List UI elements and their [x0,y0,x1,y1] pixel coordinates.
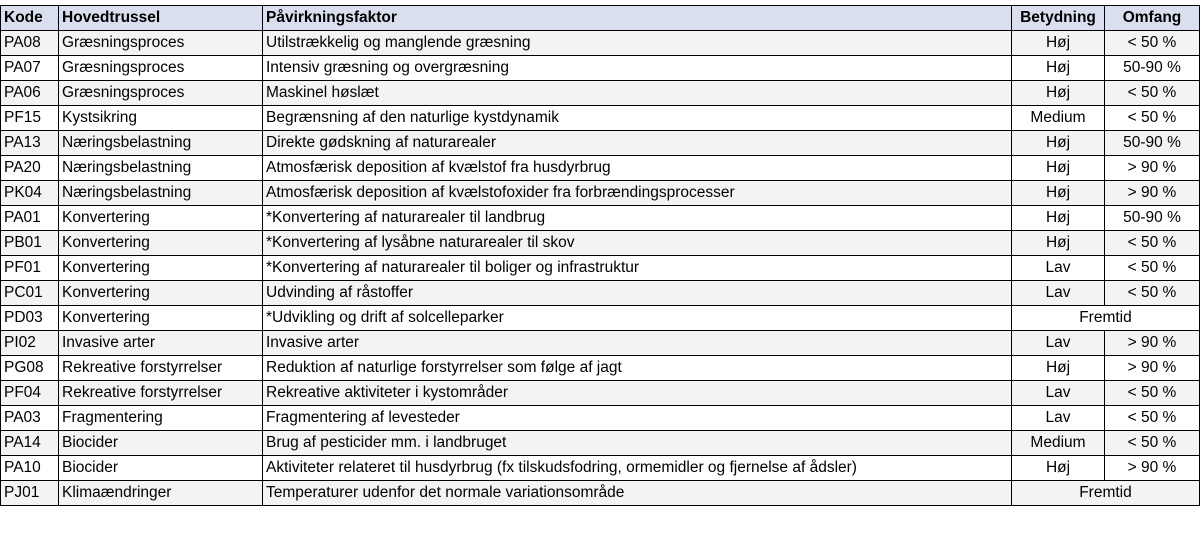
cell-betydning: Høj [1012,31,1105,56]
cell-omfang: > 90 % [1105,156,1200,181]
table-row [1,306,1200,331]
cell-hovedtrussel: Biocider [59,431,263,456]
cell-faktor: Rekreative aktiviteter i kystområder [263,381,1012,406]
cell-omfang: < 50 % [1105,31,1200,56]
cell-faktor: *Konvertering af lysåbne naturarealer til skov [263,231,1012,256]
cell-kode: PK04 [1,181,59,206]
table-row [1,456,1200,481]
cell-hovedtrussel: Kystsikring [59,106,263,131]
cell-hovedtrussel: Biocider [59,456,263,481]
cell-omfang: < 50 % [1105,381,1200,406]
cell-omfang: < 50 % [1105,106,1200,131]
cell-kode: PI02 [1,331,59,356]
cell-kode: PA01 [1,206,59,231]
cell-kode: PA03 [1,406,59,431]
cell-kode: PD03 [1,306,59,331]
table-row [1,181,1200,206]
threats-table [0,5,1200,506]
table-row [1,431,1200,456]
cell-hovedtrussel: Næringsbelastning [59,156,263,181]
cell-kode: PF01 [1,256,59,281]
cell-faktor: Maskinel høslæt [263,81,1012,106]
cell-betydning: Høj [1012,56,1105,81]
table-row [1,231,1200,256]
table-row [1,481,1200,506]
cell-betydning: Høj [1012,356,1105,381]
header-row [1,6,1200,31]
cell-kode: PA07 [1,56,59,81]
cell-hovedtrussel: Konvertering [59,306,263,331]
cell-betydning: Lav [1012,256,1105,281]
table-row [1,131,1200,156]
cell-omfang: 50-90 % [1105,131,1200,156]
cell-hovedtrussel: Konvertering [59,231,263,256]
table-row [1,256,1200,281]
table-row [1,406,1200,431]
cell-betydning: Høj [1012,156,1105,181]
cell-omfang: > 90 % [1105,331,1200,356]
table-row [1,281,1200,306]
cell-kode: PB01 [1,231,59,256]
cell-faktor: Aktiviteter relateret til husdyrbrug (fx tilskudsfodring, ormemidler og fjernelse af ådsler) [263,456,1012,481]
cell-faktor: Fragmentering af levesteder [263,406,1012,431]
table-row [1,81,1200,106]
cell-faktor: *Konvertering af naturarealer til landbrug [263,206,1012,231]
cell-betydning: Høj [1012,456,1105,481]
header-betydning: Betydning [1012,6,1105,31]
cell-omfang: > 90 % [1105,456,1200,481]
cell-hovedtrussel: Rekreative forstyrrelser [59,356,263,381]
cell-faktor: Atmosfærisk deposition af kvælstof fra husdyrbrug [263,156,1012,181]
cell-betydning: Lav [1012,281,1105,306]
header-hovedtrussel: Hovedtrussel [59,6,263,31]
cell-faktor: *Konvertering af naturarealer til boliger og infrastruktur [263,256,1012,281]
cell-kode: PA06 [1,81,59,106]
table-row [1,356,1200,381]
cell-faktor: Direkte gødskning af naturarealer [263,131,1012,156]
cell-kode: PJ01 [1,481,59,506]
cell-omfang: < 50 % [1105,406,1200,431]
cell-omfang: < 50 % [1105,231,1200,256]
cell-kode: PA08 [1,31,59,56]
header-omfang: Omfang [1105,6,1200,31]
cell-hovedtrussel: Græsningsproces [59,56,263,81]
cell-betydning: Høj [1012,181,1105,206]
cell-betydning: Høj [1012,131,1105,156]
cell-omfang: 50-90 % [1105,206,1200,231]
cell-faktor: Temperaturer udenfor det normale variationsområde [263,481,1012,506]
cell-hovedtrussel: Invasive arter [59,331,263,356]
cell-betydning: Lav [1012,381,1105,406]
table-row [1,206,1200,231]
cell-faktor: Reduktion af naturlige forstyrrelser som følge af jagt [263,356,1012,381]
cell-hovedtrussel: Græsningsproces [59,81,263,106]
header-kode: Kode [1,6,59,31]
cell-faktor: Brug af pesticider mm. i landbruget [263,431,1012,456]
cell-faktor: Invasive arter [263,331,1012,356]
table-row [1,381,1200,406]
cell-faktor: Begrænsning af den naturlige kystdynamik [263,106,1012,131]
cell-hovedtrussel: Konvertering [59,206,263,231]
cell-faktor: *Udvikling og drift af solcelleparker [263,306,1012,331]
table-row [1,56,1200,81]
cell-kode: PC01 [1,281,59,306]
cell-omfang: 50-90 % [1105,56,1200,81]
cell-faktor: Intensiv græsning og overgræsning [263,56,1012,81]
cell-omfang: > 90 % [1105,181,1200,206]
cell-omfang: > 90 % [1105,356,1200,381]
cell-kode: PA13 [1,131,59,156]
cell-betydning: Høj [1012,81,1105,106]
cell-hovedtrussel: Fragmentering [59,406,263,431]
cell-hovedtrussel: Græsningsproces [59,31,263,56]
cell-kode: PF04 [1,381,59,406]
table-row [1,156,1200,181]
cell-betydning: Lav [1012,331,1105,356]
cell-betydning: Medium [1012,431,1105,456]
header-faktor: Påvirkningsfaktor [263,6,1012,31]
table-row [1,106,1200,131]
cell-omfang: < 50 % [1105,431,1200,456]
cell-hovedtrussel: Konvertering [59,256,263,281]
cell-faktor: Atmosfærisk deposition af kvælstofoxider fra forbrændingsprocesser [263,181,1012,206]
cell-omfang: < 50 % [1105,281,1200,306]
table-row [1,31,1200,56]
cell-hovedtrussel: Konvertering [59,281,263,306]
cell-betydning: Medium [1012,106,1105,131]
table-body [1,31,1200,506]
cell-hovedtrussel: Rekreative forstyrrelser [59,381,263,406]
cell-betydning: Høj [1012,231,1105,256]
cell-hovedtrussel: Næringsbelastning [59,131,263,156]
cell-kode: PA20 [1,156,59,181]
cell-fremtid: Fremtid [1012,481,1200,506]
cell-kode: PA14 [1,431,59,456]
cell-faktor: Utilstrækkelig og manglende græsning [263,31,1012,56]
cell-faktor: Udvinding af råstoffer [263,281,1012,306]
cell-kode: PA10 [1,456,59,481]
cell-kode: PF15 [1,106,59,131]
cell-hovedtrussel: Klimaændringer [59,481,263,506]
cell-omfang: < 50 % [1105,256,1200,281]
cell-betydning: Høj [1012,206,1105,231]
cell-fremtid: Fremtid [1012,306,1200,331]
table-row [1,331,1200,356]
cell-hovedtrussel: Næringsbelastning [59,181,263,206]
cell-omfang: < 50 % [1105,81,1200,106]
cell-betydning: Lav [1012,406,1105,431]
cell-kode: PG08 [1,356,59,381]
